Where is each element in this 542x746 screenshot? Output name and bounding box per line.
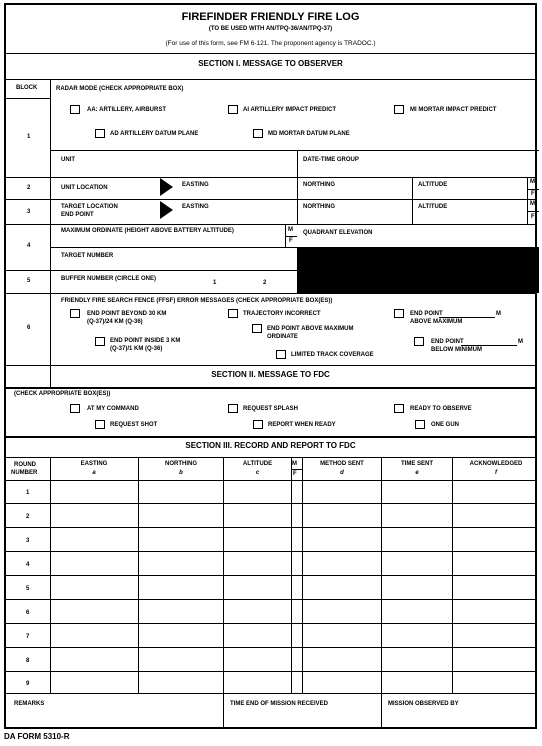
radar-mode-label: RADAR MODE (CHECK APPROPRIATE BOX)	[56, 86, 184, 92]
round-number: 6	[26, 610, 30, 616]
col-time-sent-letter: e	[415, 470, 419, 476]
target-location-label: TARGET LOCATION	[61, 204, 118, 210]
remarks-label: REMARKS	[14, 701, 45, 707]
unit-easting-field[interactable]	[176, 190, 296, 199]
aa-label: AA: ARTILLERY, AIRBURST	[87, 107, 166, 113]
table-row[interactable]	[6, 481, 535, 504]
section-1-title: SECTION I. MESSAGE TO OBSERVER	[198, 59, 343, 68]
friendly-fire-log-form	[4, 3, 537, 729]
block-number: 6	[27, 325, 31, 331]
section-2-title: SECTION II. MESSAGE TO FDC	[211, 370, 330, 379]
above-max-ordinate-checkbox[interactable]	[252, 324, 262, 333]
mi-checkbox[interactable]	[394, 105, 404, 114]
limited-track-checkbox[interactable]	[276, 350, 286, 359]
divider	[50, 150, 539, 151]
form-number: DA FORM 5310-R	[4, 732, 70, 741]
divider	[6, 436, 535, 438]
below-minimum-label: BELOW MINIMUM	[431, 347, 482, 353]
at-my-command-label: AT MY COMMAND	[87, 406, 139, 412]
divider	[285, 236, 297, 237]
easting-label: EASTING	[182, 182, 209, 188]
arrow-right-icon	[160, 201, 173, 219]
m-label: M	[530, 179, 535, 185]
ready-to-observe-label: READY TO OBSERVE	[410, 406, 472, 412]
max-ordinate-field[interactable]	[51, 236, 284, 246]
unit-location-label: UNIT LOCATION	[61, 185, 108, 191]
aa-checkbox[interactable]	[70, 105, 80, 114]
col-method-letter: d	[340, 470, 344, 476]
buffer-option-1[interactable]: 1	[213, 280, 217, 286]
report-when-ready-label: REPORT WHEN READY	[268, 422, 336, 428]
beyond-30km-label: END POINT BEYOND 30 KM	[87, 311, 167, 317]
endpoint-below-min-checkbox[interactable]	[414, 337, 424, 346]
round-number: 9	[26, 681, 30, 687]
endpoint-above-max-field[interactable]	[439, 315, 495, 318]
round-number: 1	[26, 490, 30, 496]
table-row[interactable]	[6, 505, 535, 528]
m-unit-label: M	[518, 339, 523, 345]
col-easting-letter: a	[92, 470, 96, 476]
divider	[527, 177, 528, 225]
table-row[interactable]	[6, 577, 535, 600]
ai-checkbox[interactable]	[228, 105, 238, 114]
request-shot-checkbox[interactable]	[95, 420, 105, 429]
divider	[412, 177, 413, 225]
table-row[interactable]	[6, 553, 535, 576]
remarks-field[interactable]	[7, 710, 222, 728]
divider	[6, 387, 535, 389]
unit-northing-field[interactable]	[299, 190, 409, 199]
ffsf-label: FRIENDLY FIRE SEARCH FENCE (FFSF) ERROR MESSAGES (CHECK APPROPRIATE BOX(ES))	[61, 298, 333, 304]
mi-label: MI MORTAR IMPACT PREDICT	[410, 107, 497, 113]
mission-observed-field[interactable]	[382, 710, 537, 728]
round-header-2: NUMBER	[11, 470, 38, 476]
target-easting-field[interactable]	[176, 212, 296, 223]
inside-3km-label: END POINT INSIDE 3 KM	[110, 338, 181, 344]
col-method-header: METHOD SENT	[320, 461, 364, 467]
target-number-label: TARGET NUMBER	[61, 253, 114, 259]
easting-label: EASTING	[182, 204, 209, 210]
divider	[6, 224, 535, 225]
above-max-ordinate-sub: ORDINATE	[267, 334, 298, 340]
table-row[interactable]	[6, 601, 535, 624]
endpoint-below-min-label: END POINT	[431, 339, 464, 345]
divider	[6, 457, 535, 458]
request-shot-label: REQUEST SHOT	[110, 422, 158, 428]
block-label: BLOCK	[16, 85, 38, 91]
table-row[interactable]	[6, 625, 535, 648]
divider	[6, 98, 50, 99]
ad-checkbox[interactable]	[95, 129, 105, 138]
divider	[6, 53, 535, 54]
time-end-field[interactable]	[224, 710, 380, 728]
time-end-label: TIME END OF MISSION RECEIVED	[230, 701, 329, 707]
ready-to-observe-checkbox[interactable]	[394, 404, 404, 413]
above-max-ordinate-label: END POINT ABOVE MAXIMUM	[267, 326, 354, 332]
inside-3km-checkbox[interactable]	[95, 337, 105, 346]
form-title: FIREFINDER FRIENDLY FIRE LOG	[181, 11, 360, 23]
altitude-label: ALTITUDE	[418, 204, 448, 210]
trajectory-label: TRAJECTORY INCORRECT	[243, 311, 321, 317]
round-number: 3	[26, 538, 30, 544]
ai-label: AI ARTILLERY IMPACT PREDICT	[243, 107, 336, 113]
divider	[6, 270, 297, 271]
divider	[6, 199, 535, 200]
col-m-header: M	[292, 461, 297, 467]
arrow-right-icon	[160, 178, 173, 196]
divider	[297, 177, 298, 225]
form-subtitle: (TO BE USED WITH AN/TPQ-36/AN/TPQ-37)	[208, 26, 333, 32]
md-label: MD MORTAR DATUM PLANE	[268, 131, 350, 137]
endpoint-below-min-field[interactable]	[461, 343, 517, 346]
quadrant-elevation-field[interactable]	[299, 238, 538, 246]
report-when-ready-checkbox[interactable]	[253, 420, 263, 429]
target-number-field[interactable]	[51, 261, 296, 270]
round-number: 2	[26, 514, 30, 520]
one-gun-label: ONE GUN	[431, 422, 460, 428]
end-point-label: END POINT	[61, 212, 94, 218]
blacked-out-area	[297, 247, 539, 293]
block-number: 5	[27, 278, 31, 284]
table-row[interactable]	[6, 649, 535, 672]
col-altitude-header: ALTITUDE	[242, 461, 273, 467]
altitude-label: ALTITUDE	[418, 182, 448, 188]
col-altitude-letter: c	[255, 470, 260, 476]
beyond-30km-sub: (Q-37)/24 KM (Q-36)	[87, 319, 143, 325]
at-my-command-checkbox[interactable]	[70, 404, 80, 413]
divider	[291, 469, 302, 470]
m-label: M	[530, 201, 535, 207]
col-time-sent-header: TIME SENT	[400, 461, 433, 467]
round-number: 8	[26, 658, 30, 664]
round-number: 7	[26, 634, 30, 640]
northing-label: NORTHING	[303, 182, 335, 188]
buffer-option-2[interactable]: 2	[263, 280, 267, 286]
divider	[6, 293, 535, 294]
divider	[6, 365, 535, 366]
beyond-30km-checkbox[interactable]	[70, 309, 80, 318]
divider	[6, 177, 535, 178]
col-northing-letter: b	[179, 470, 183, 476]
above-maximum-label: ABOVE MAXIMUM	[410, 319, 463, 325]
target-northing-field[interactable]	[299, 212, 409, 223]
m-unit-label: M	[496, 311, 501, 317]
round-number: 4	[26, 562, 30, 568]
request-splash-label: REQUEST SPLASH	[243, 406, 299, 412]
md-checkbox[interactable]	[253, 129, 263, 138]
round-number: 5	[26, 586, 30, 592]
table-row[interactable]	[6, 673, 535, 693]
trajectory-checkbox[interactable]	[228, 309, 238, 318]
m-label: M	[288, 227, 293, 233]
target-altitude-field[interactable]	[414, 212, 526, 223]
divider	[6, 79, 535, 80]
col-northing-header: NORTHING	[165, 461, 197, 467]
dtg-field[interactable]	[298, 165, 538, 176]
endpoint-above-max-label: END POINT	[410, 311, 443, 317]
f-label: F	[531, 191, 535, 197]
col-f-header: F	[293, 471, 297, 477]
divider	[527, 211, 539, 212]
f-label: F	[531, 214, 535, 220]
round-header: ROUND	[14, 462, 36, 468]
request-splash-checkbox[interactable]	[228, 404, 238, 413]
ad-label: AD ARTILLERY DATUM PLANE	[110, 131, 199, 137]
divider	[527, 189, 539, 190]
col-easting-header: EASTING	[80, 461, 108, 467]
quadrant-elevation-label: QUADRANT ELEVATION	[303, 230, 373, 236]
buffer-number-label: BUFFER NUMBER (CIRCLE ONE)	[61, 276, 156, 282]
check-boxes-label: (CHECK APPROPRIATE BOX(ES))	[14, 391, 111, 397]
limited-track-label: LIMITED TRACK COVERAGE	[291, 352, 374, 358]
endpoint-above-max-checkbox[interactable]	[394, 309, 404, 318]
northing-label: NORTHING	[303, 204, 335, 210]
form-note: (For use of this form, see FM 6-121. The proponent agency is TRADOC.)	[165, 40, 376, 47]
block-number: 1	[27, 134, 31, 140]
unit-label: UNIT	[61, 157, 75, 163]
one-gun-checkbox[interactable]	[415, 420, 425, 429]
dtg-label: DATE-TIME GROUP	[303, 157, 359, 163]
table-row[interactable]	[6, 529, 535, 552]
col-acknowledged-header: ACKNOWLEDGED	[469, 461, 523, 467]
col-acknowledged-letter: f	[495, 470, 497, 476]
f-label: F	[289, 238, 293, 244]
block-column-divider	[50, 79, 51, 387]
divider	[6, 693, 535, 694]
block-number: 4	[27, 243, 31, 249]
inside-3km-sub: (Q-37)/1 KM (Q-36)	[110, 346, 163, 352]
block-number: 3	[27, 209, 31, 215]
block-number: 2	[27, 185, 31, 191]
unit-altitude-field[interactable]	[414, 190, 526, 199]
mission-observed-label: MISSION OBSERVED BY	[388, 701, 459, 707]
max-ordinate-label: MAXIMUM ORDINATE (HEIGHT ABOVE BATTERY ALTITUDE)	[61, 228, 234, 234]
section-3-title: SECTION III. RECORD AND REPORT TO FDC	[185, 441, 356, 450]
unit-field[interactable]	[51, 165, 296, 176]
